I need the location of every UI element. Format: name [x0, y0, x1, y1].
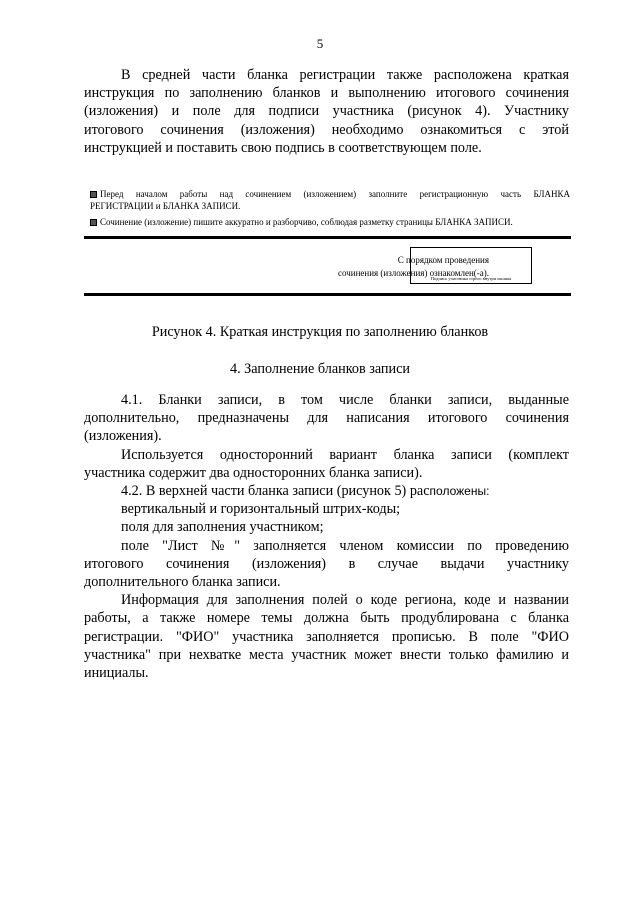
signature-label-line: сочинения (изложения) ознакомлен(-а). [337, 268, 489, 278]
figure-text: Перед началом работы над сочинением (изложением) заполните регистрационную часть БЛАНКА [100, 189, 570, 199]
page-number: 5 [316, 36, 324, 51]
signature-label-line: С порядком проведения [397, 255, 489, 265]
figure-instruction-line [90, 188, 570, 200]
body-line: Информация для заполнения полей о коде региона, коде и названии [121, 592, 569, 609]
body-line: поле "Лист №" заполняется членом комиссии по проведению [121, 537, 569, 554]
signature-box [410, 247, 532, 284]
intro-line: инструкцией и поставить свою подпись в соответствующем поле. [84, 139, 482, 156]
checkbox-icon [90, 219, 97, 226]
figure-bottom-rule [84, 293, 571, 296]
body-line: участника содержит два односторонних бланка записи). [84, 464, 423, 481]
intro-line: инструкция по заполнению бланков и выполнению итогового сочинения [84, 85, 569, 102]
figure-top-rule [84, 236, 571, 239]
body-line: дополнительно, предназначены для написания итогового сочинения [84, 410, 569, 427]
figure-instruction-line [90, 200, 240, 212]
figure-instruction-line [90, 216, 570, 228]
figure-text: РЕГИСТРАЦИИ и БЛАНКА ЗАПИСИ. [90, 201, 241, 211]
body-line [84, 482, 569, 500]
intro-line: (изложения) и поле для подписи участника (рисунок 4). Участнику [84, 103, 569, 120]
body-line: участника" при нехватке места участник может внести только фамилию и [84, 646, 569, 663]
body-text-span: 4.2. В верхней части бланка записи (рисунок 5) рас [121, 483, 430, 500]
body-line: дополнительного бланка записи. [84, 574, 281, 591]
body-line: поля для заполнения участником; [121, 519, 324, 536]
body-line: регистрации. "ФИО" участника заполняется прописью. В поле "ФИО [84, 628, 569, 645]
body-line: вертикальный и горизонтальный штрих-коды; [121, 501, 401, 518]
intro-line: В средней части бланка регистрации также расположена краткая [121, 67, 569, 83]
body-text-span: положены: [429, 484, 490, 499]
body-line: работы, а также номере темы должна быть продублирована с бланка [84, 610, 569, 627]
intro-line: итогового сочинения (изложения) необходимо ознакомиться с этой [84, 121, 569, 138]
checkbox-icon [90, 191, 97, 198]
body-line: (изложения). [84, 428, 162, 445]
body-line: итогового сочинения (изложения) в случае выдачи участнику [84, 555, 569, 572]
section-heading: 4. Заполнение бланков записи [229, 361, 411, 377]
body-line: 4.1. Бланки записи, в том числе бланки записи, выданные [121, 392, 569, 408]
body-text [84, 391, 569, 682]
figure-text: Сочинение (изложение) пишите аккуратно и разборчиво, соблюдая разметку страницы БЛАНКА ЗАПИСИ. [100, 217, 513, 227]
signature-box-caption: Подпись участника строго внутри окошка [430, 276, 512, 281]
figure-caption: Рисунок 4. Краткая инструкция по заполнению бланков [151, 324, 489, 340]
body-line: Используется односторонний вариант бланка записи (комплект [121, 446, 569, 463]
figure-instruction-block [84, 184, 571, 298]
intro-paragraph [84, 66, 569, 157]
body-line: инициалы. [84, 665, 149, 682]
